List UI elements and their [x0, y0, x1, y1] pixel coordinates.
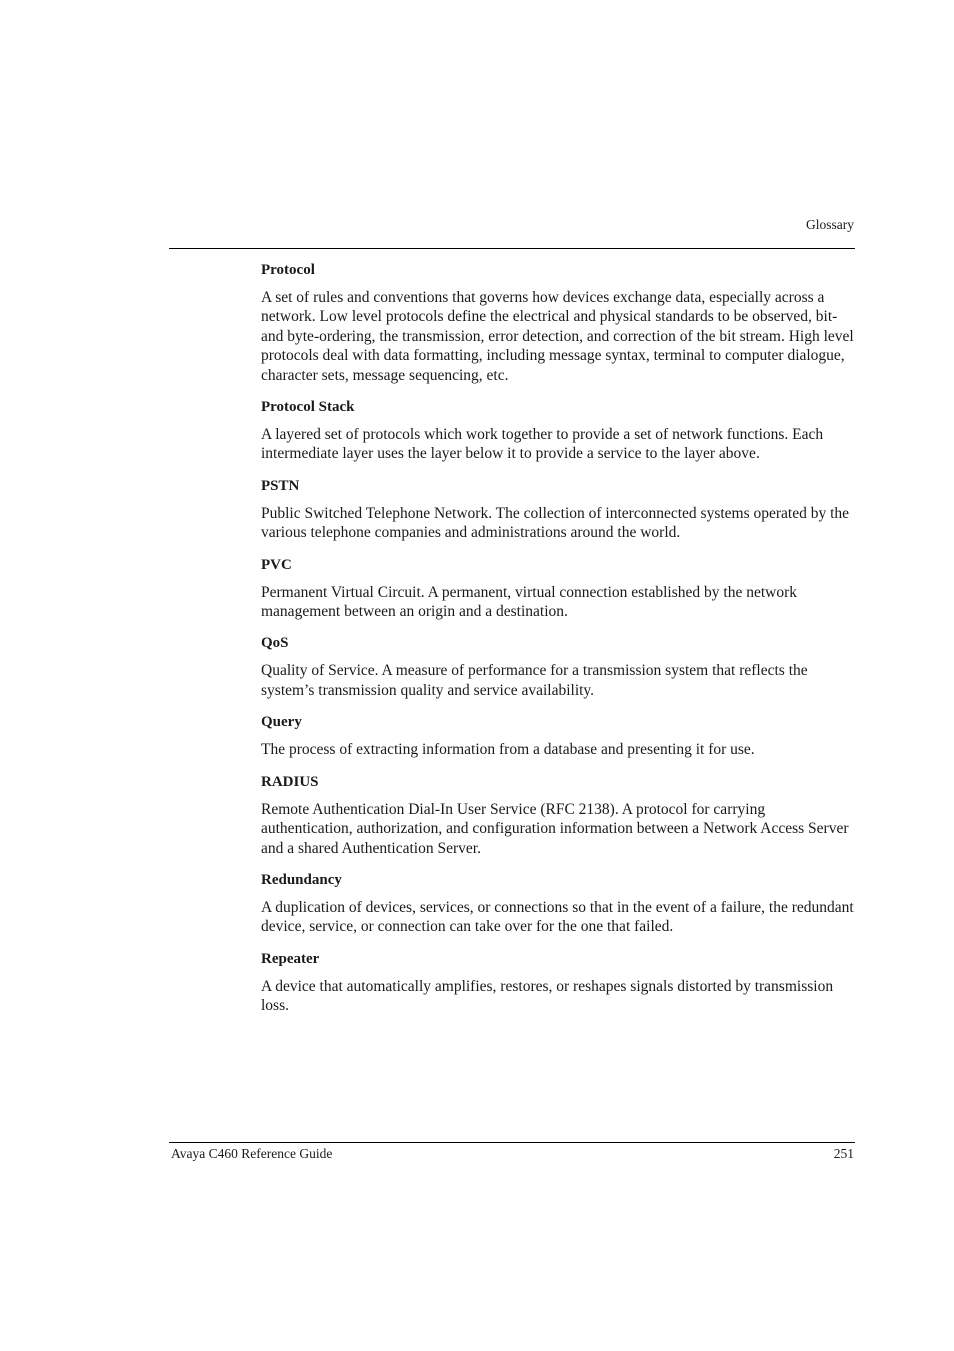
glossary-entry	[261, 634, 855, 700]
glossary-entry	[261, 950, 855, 1016]
glossary-term: Repeater	[261, 950, 320, 967]
page-footer	[169, 1142, 855, 1161]
page-number: 251	[833, 1146, 854, 1161]
glossary-entry	[261, 773, 855, 858]
glossary-entry	[261, 871, 855, 937]
glossary-definition: Remote Authentication Dial-In User Service (RFC 2138). A protocol for carrying authentication, authorization, and configuration information between a Network Access Server and a shared Authentication Server.	[261, 800, 849, 857]
glossary-term: Protocol Stack	[261, 399, 355, 416]
glossary-definition: A duplication of devices, services, or connections so that in the event of a failure, the redundant device, service, or connection can take over for the one that failed.	[261, 898, 854, 936]
glossary-definition: Public Switched Telephone Network. The collection of interconnected systems operated by the various telephone companies and administrations around the world.	[261, 504, 850, 542]
section-title: Glossary	[806, 217, 854, 232]
glossary-definition: A device that automatically amplifies, restores, or reshapes signals distorted by transmission loss.	[261, 977, 834, 1015]
glossary-term: Protocol	[261, 262, 315, 278]
glossary-definition: Quality of Service. A measure of performance for a transmission system that reflects the system’s transmission quality and service availability.	[261, 662, 808, 699]
glossary-entry	[261, 261, 855, 385]
glossary-term: Query	[261, 714, 302, 731]
glossary-entry	[261, 398, 855, 464]
glossary-entry	[261, 556, 855, 622]
glossary-definition: A set of rules and conventions that governs how devices exchange data, especially across a network. Low level protocols define the electrical and physical standards to be observed, bit- and byte-ordering, the transmission, error detection, and correction of the bit stream. High level protocols deal with data formatting, including message syntax, terminal to computer dialogue, character sets, message sequencing, etc.	[261, 289, 854, 384]
document-title: Avaya C460 Reference Guide	[171, 1146, 333, 1161]
page-header	[169, 216, 855, 249]
glossary-entry	[261, 477, 855, 543]
glossary-definition: The process of extracting information from a database and presenting it for use.	[261, 741, 755, 759]
glossary-entry	[261, 713, 855, 759]
glossary-term: PVC	[261, 556, 292, 573]
glossary-term: QoS	[261, 635, 289, 652]
glossary-term: Redundancy	[261, 871, 342, 888]
glossary-term: PSTN	[261, 477, 300, 494]
glossary-definition: A layered set of protocols which work together to provide a set of network functions. Each intermediate layer uses the layer below it to provide a service to the layer above.	[261, 426, 824, 463]
glossary-content	[261, 261, 855, 1029]
glossary-definition: Permanent Virtual Circuit. A permanent, virtual connection established by the network management between an origin and a destination.	[261, 583, 797, 621]
glossary-term: RADIUS	[261, 773, 319, 790]
